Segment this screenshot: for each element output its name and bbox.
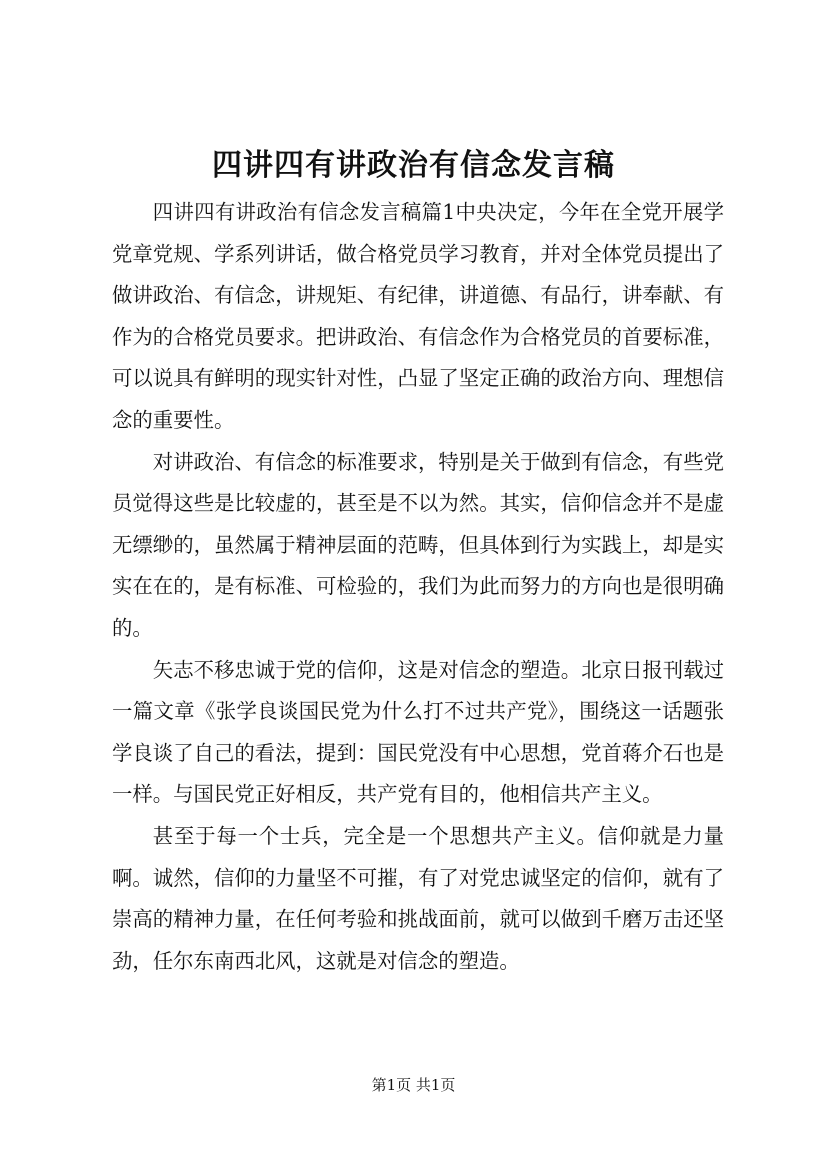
page-number-footer: 第1页 共1页 bbox=[371, 1076, 456, 1094]
paragraph-4: 甚至于每一个士兵，完全是一个思想共产主义。信仰就是力量啊。诚然，信仰的力量坚不可摧，有了对党忠诚坚定的信仰，就有了崇高的精神力量，在任何考验和挑战面前，就可以做到千磨万击还坚劲，任尔东南西北风，这就是对信念的塑造。 bbox=[112, 823, 724, 973]
document-body bbox=[112, 192, 724, 982]
paragraph-1: 四讲四有讲政治有信念发言稿篇1中央决定，今年在全党开展学党章党规、学系列讲话，做合格党员学习教育，并对全体党员提出了做讲政治、有信念，讲规矩、有纪律，讲道德、有品行，讲奉献、有作为的合格党员要求。把讲政治、有信念作为合格党员的首要标准，可以说具有鲜明的现实针对性，凸显了坚定正确的政治方向、理想信念的重要性。 bbox=[112, 200, 724, 432]
document-title: 四讲四有讲政治有信念发言稿 bbox=[212, 148, 615, 183]
paragraph-3: 矢志不移忠诚于党的信仰，这是对信念的塑造。北京日报刊载过一篇文章《张学良谈国民党为什么打不过共产党》，围绕这一话题张学良谈了自己的看法，提到：国民党没有中心思想，党首蒋介石也是一样。与国民党正好相反，共产党有目的，他相信共产主义。 bbox=[112, 657, 724, 807]
paragraph-2: 对讲政治、有信念的标准要求，特别是关于做到有信念，有些党员觉得这些是比较虚的，甚至是不以为然。其实，信仰信念并不是虚无缥缈的，虽然属于精神层面的范畴，但具体到行为实践上，却是实实在在的，是有标准、可检验的，我们为此而努力的方向也是很明确的。 bbox=[112, 449, 724, 640]
